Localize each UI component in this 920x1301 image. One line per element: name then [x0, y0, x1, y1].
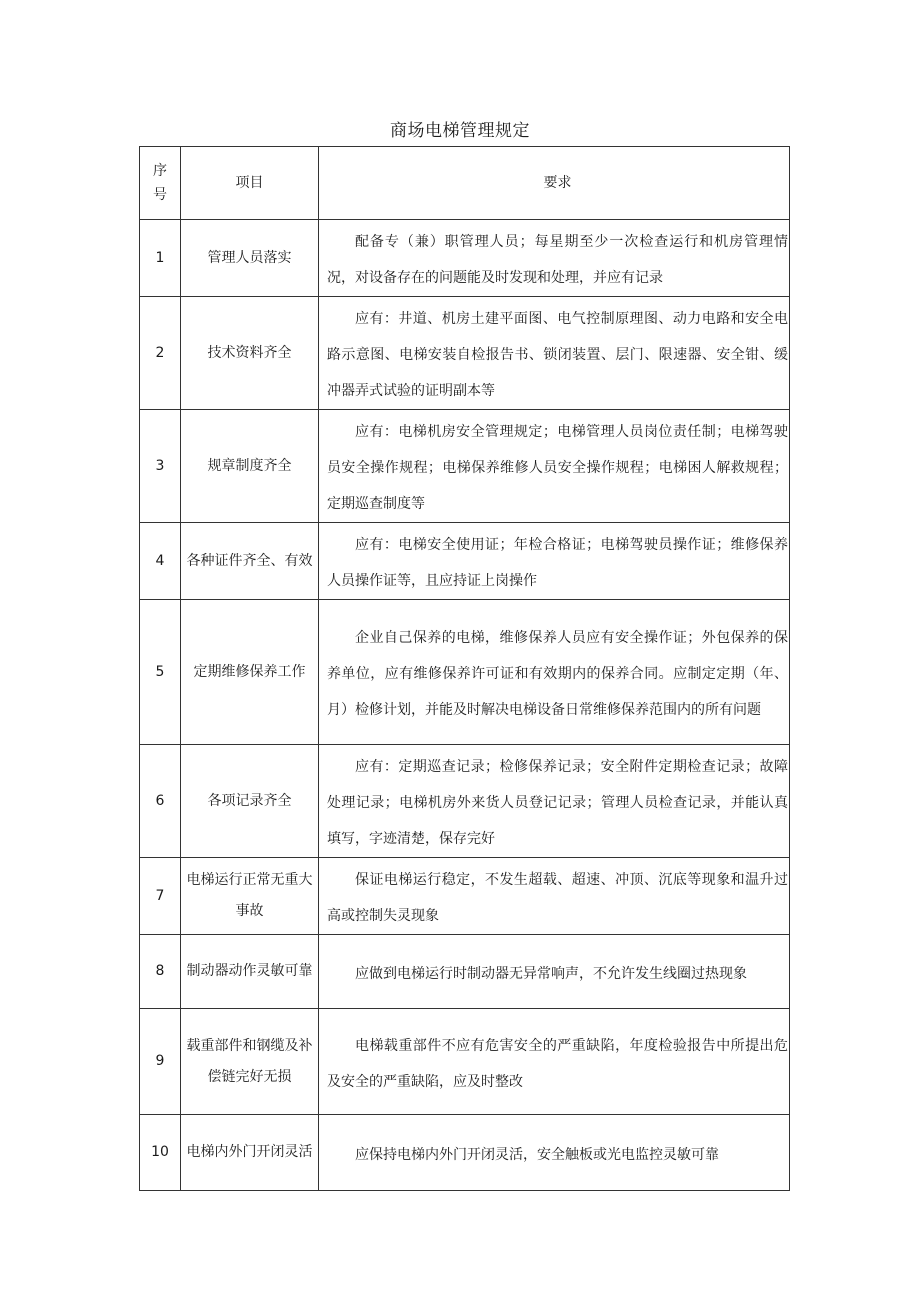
page-title: 商场电梯管理规定: [390, 121, 530, 141]
table-row: [140, 1115, 790, 1191]
table-row: [140, 220, 790, 297]
table-row: [140, 1009, 790, 1115]
row-seq: 6: [140, 745, 181, 858]
row-requirement: 应有：电梯机房安全管理规定；电梯管理人员岗位责任制；电梯驾驶员安全操作规程；电梯保养维修人员安全操作规程；电梯困人解救规程；定期巡查制度等: [319, 410, 790, 523]
row-item: 制动器动作灵敏可靠: [181, 935, 319, 1009]
row-item: 规章制度齐全: [181, 410, 319, 523]
table-row: [140, 745, 790, 858]
row-requirement: 应有：电梯安全使用证；年检合格证；电梯驾驶员操作证；维修保养人员操作证等，且应持证上岗操作: [319, 523, 790, 600]
row-seq: 10: [140, 1115, 181, 1191]
row-requirement: 配备专（兼）职管理人员；每星期至少一次检查运行和机房管理情况，对设备存在的问题能及时发现和处理，并应有记录: [319, 220, 790, 297]
row-item: 定期维修保养工作: [181, 600, 319, 745]
table-row: [140, 410, 790, 523]
table-row: [140, 858, 790, 935]
table-row: [140, 600, 790, 745]
row-seq: 8: [140, 935, 181, 1009]
row-requirement: 保证电梯运行稳定，不发生超载、超速、冲顶、沉底等现象和温升过高或控制失灵现象: [319, 858, 790, 935]
row-item: 管理人员落实: [181, 220, 319, 297]
row-item: 各种证件齐全、有效: [181, 523, 319, 600]
row-seq: 4: [140, 523, 181, 600]
table-row: [140, 297, 790, 410]
row-item: 技术资料齐全: [181, 297, 319, 410]
table-row: [140, 523, 790, 600]
row-item: 电梯内外门开闭灵活: [181, 1115, 319, 1191]
row-seq: 2: [140, 297, 181, 410]
row-requirement: 应做到电梯运行时制动器无异常响声，不允许发生线圈过热现象: [319, 935, 790, 1009]
row-item: 载重部件和钢缆及补偿链完好无损: [181, 1009, 319, 1115]
row-requirement: 应保持电梯内外门开闭灵活，安全触板或光电监控灵敏可靠: [319, 1115, 790, 1191]
rules-table: [139, 146, 790, 1191]
table-row: [140, 935, 790, 1009]
row-requirement: 电梯载重部件不应有危害安全的严重缺陷，年度检验报告中所提出危及安全的严重缺陷，应及时整改: [319, 1009, 790, 1115]
row-seq: 7: [140, 858, 181, 935]
row-requirement: 应有：井道、机房土建平面图、电气控制原理图、动力电路和安全电路示意图、电梯安装自检报告书、锁闭装置、层门、限速器、安全钳、缓冲器弄式试验的证明副本等: [319, 297, 790, 410]
header-requirement: 要求: [319, 147, 790, 220]
header-seq: 序号: [140, 147, 181, 220]
row-item: 电梯运行正常无重大事故: [181, 858, 319, 935]
header-item: 项目: [181, 147, 319, 220]
row-requirement: 应有：定期巡查记录；检修保养记录；安全附件定期检查记录；故障处理记录；电梯机房外来货人员登记记录；管理人员检查记录，并能认真填写，字迹清楚，保存完好: [319, 745, 790, 858]
row-item: 各项记录齐全: [181, 745, 319, 858]
row-seq: 5: [140, 600, 181, 745]
table-header-row: [140, 147, 790, 220]
row-seq: 1: [140, 220, 181, 297]
row-requirement: 企业自己保养的电梯，维修保养人员应有安全操作证；外包保养的保养单位，应有维修保养许可证和有效期内的保养合同。应制定定期（年、月）检修计划，并能及时解决电梯设备日常维修保养范围内的所有问题: [319, 600, 790, 745]
row-seq: 3: [140, 410, 181, 523]
row-seq: 9: [140, 1009, 181, 1115]
